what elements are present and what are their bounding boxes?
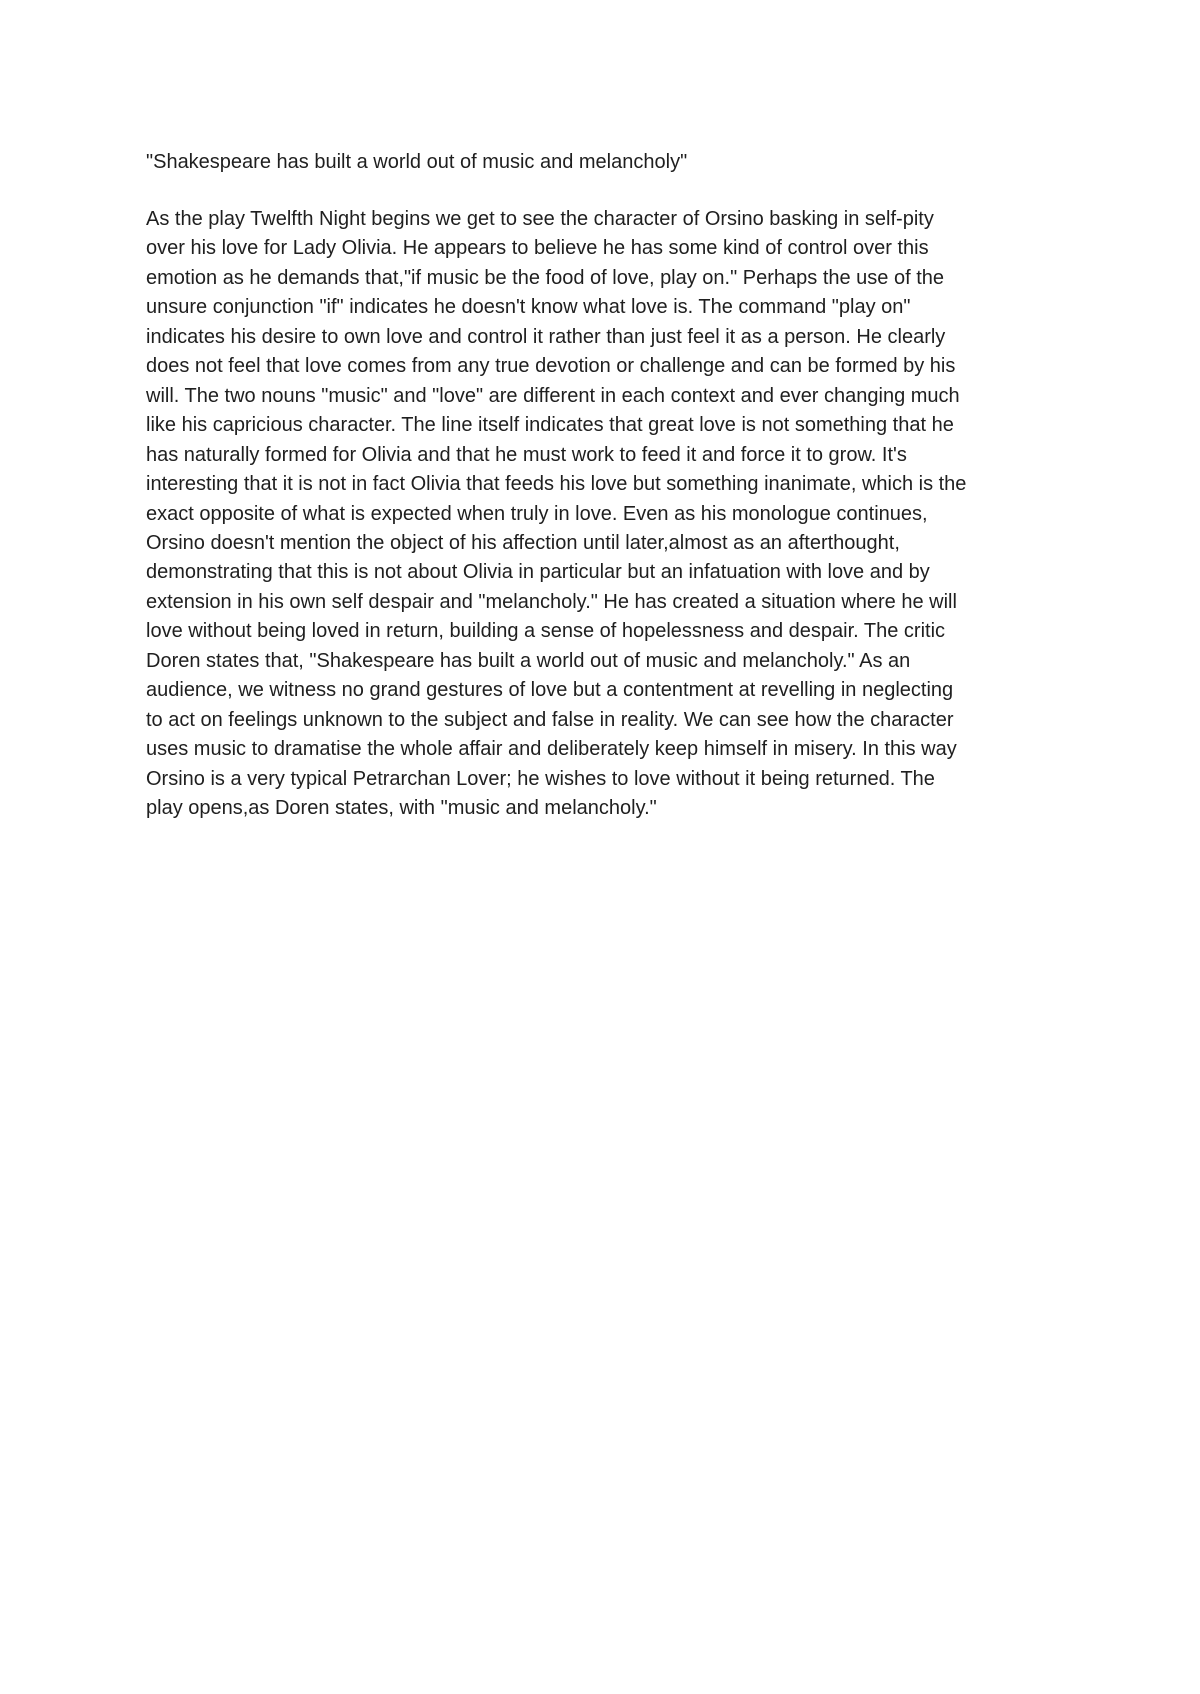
paragraph-line: demonstrating that this is not about Olivia in particular but an infatuation with love and by [146, 561, 930, 584]
paragraph-line: interesting that it is not in fact Olivia that feeds his love but something inanimate, which is the [146, 473, 967, 496]
document-content [146, 148, 1066, 824]
paragraph-line: has naturally formed for Olivia and that he must work to feed it and force it to grow. It's [146, 443, 907, 466]
paragraph-line: Orsino is a very typical Petrarchan Lover; he wishes to love without it being returned. The [146, 767, 935, 790]
paragraph-line: like his capricious character. The line itself indicates that great love is not something that he [146, 414, 954, 437]
essay-paragraph [146, 205, 1066, 824]
paragraph-line: As the play Twelfth Night begins we get to see the character of Orsino basking in self-pity [146, 208, 934, 230]
paragraph-line: love without being loved in return, building a sense of hopelessness and despair. The critic [146, 620, 946, 643]
paragraph-line: Doren states that, "Shakespeare has built a world out of music and melancholy." As an [146, 649, 911, 672]
paragraph-line: to act on feelings unknown to the subject and false in reality. We can see how the character [146, 708, 954, 731]
paragraph-line: will. The two nouns "music" and "love" are different in each context and ever changing much [146, 384, 960, 407]
paragraph-line: play opens,as Doren states, with "music and melancholy." [146, 797, 657, 820]
paragraph-line: uses music to dramatise the whole affair and deliberately keep himself in misery. In this way [146, 738, 957, 761]
document-title: "Shakespeare has built a world out of music and melancholy" [146, 151, 688, 173]
paragraph-line: over his love for Lady Olivia. He appears to believe he has some kind of control over this [146, 237, 929, 260]
paragraph-line: unsure conjunction "if" indicates he doesn't know what love is. The command "play on" [146, 296, 911, 319]
paragraph-line: exact opposite of what is expected when truly in love. Even as his monologue continues, [146, 502, 928, 525]
paragraph-line: does not feel that love comes from any true devotion or challenge and can be formed by his [146, 355, 956, 378]
paragraph-line: extension in his own self despair and "melancholy." He has created a situation where he will [146, 590, 957, 613]
paragraph-line: indicates his desire to own love and control it rather than just feel it as a person. He clearly [146, 325, 946, 348]
paragraph-line: Orsino doesn't mention the object of his affection until later,almost as an afterthought, [146, 531, 900, 554]
paragraph-line: audience, we witness no grand gestures of love but a contentment at revelling in neglecting [146, 679, 954, 702]
paragraph-line: emotion as he demands that,"if music be the food of love, play on." Perhaps the use of the [146, 266, 945, 289]
